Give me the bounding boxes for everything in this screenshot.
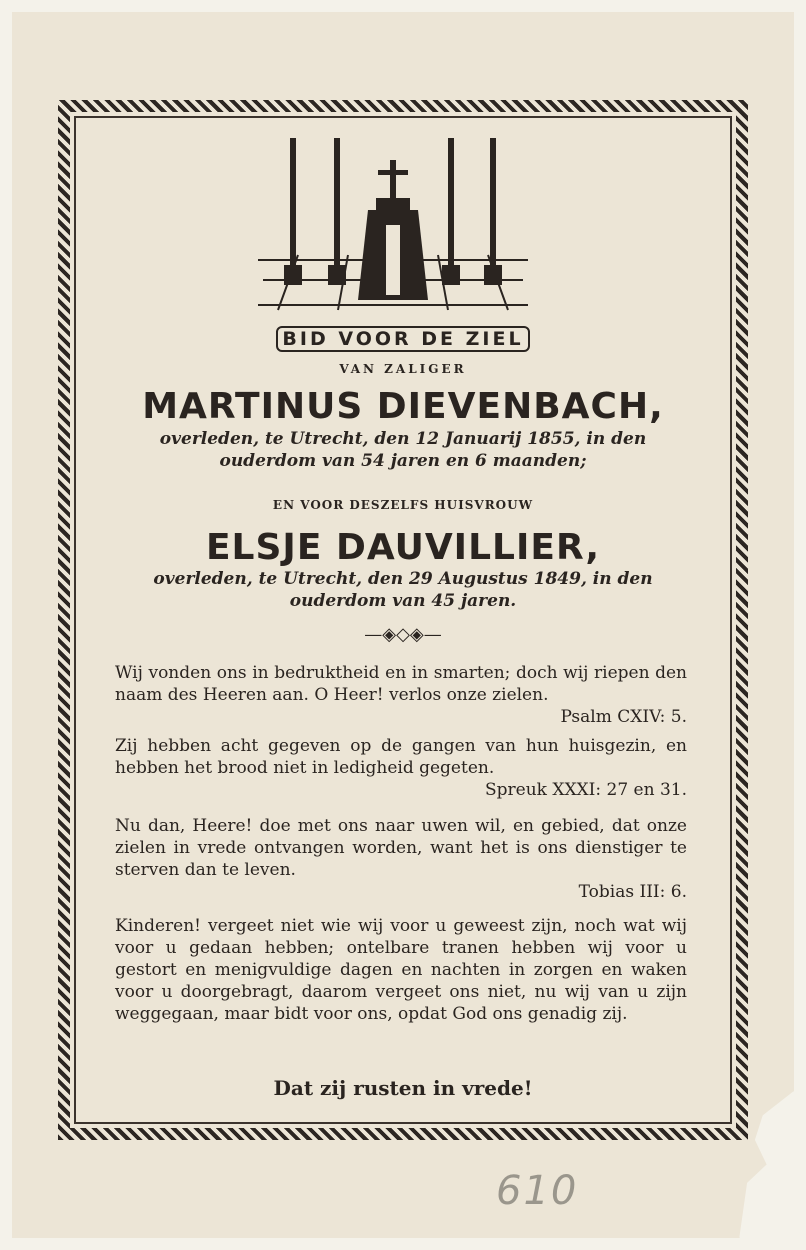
ornament-divider: —◈◇◈— — [364, 624, 442, 645]
scripture-paragraph: Nu dan, Heere! doe met ons naar uwen wil, en gebied, dat onze zielen in vrede ontvangen worden, want het is ons dienstiger te sterven dan te leven. Tobias III: 6. — [115, 816, 687, 902]
scripture-paragraph: Wij vonden ons in bedruktheid en in smarten; doch wij riepen den naam des Heeren aan. O Heer! verlos onze zielen. Psalm CXIV: 5. — [115, 663, 687, 727]
van-zaliger: VAN ZALIGER — [339, 362, 467, 376]
deceased-details-2: overleden, te Utrecht, den 29 Augustus 1849, in den ouderdom van 45 jaren. — [153, 569, 653, 611]
closing-line: Dat zij rusten in vrede! — [273, 1076, 533, 1100]
deceased-name-2: ELSJE DAUVILLIER, — [205, 527, 601, 568]
altar-engraving — [258, 130, 528, 315]
pencil-inventory-number: 610 — [496, 1168, 579, 1214]
scripture-paragraph: Zij hebben acht gegeven op de gangen van hun huisgezin, en hebben het brood niet in ledigheid gegeten. Spreuk XXXI: 27 en 31. — [115, 736, 687, 800]
scripture-reference: Spreuk XXXI: 27 en 31. — [484, 780, 687, 800]
deceased-name-1: MARTINUS DIEVENBACH, — [142, 386, 664, 427]
scripture-reference: Tobias III: 6. — [578, 882, 687, 902]
children-paragraph: Kinderen! vergeet niet wie wij voor u geweest zijn, noch wat wij voor u gedaan hebben; ontelbare tranen hebben wij voor u gestort en menigvuldige dagen en nachten in zorgen en waken voor u doorgebragt, daarom vergeet ons niet, nu wij van u zijn weggegaan, maar bidt voor ons, opdat God ons genadig zij. — [115, 916, 687, 1024]
connector-text: EN VOOR DESZELFS HUISVROUW — [272, 498, 534, 512]
prayer-heading: BID VOOR DE ZIEL — [80, 328, 726, 350]
deceased-details-1: overleden, te Utrecht, den 12 Januarij 1855, in den ouderdom van 54 jaren en 6 maanden; — [159, 429, 647, 471]
scripture-reference: Psalm CXIV: 5. — [560, 707, 687, 727]
